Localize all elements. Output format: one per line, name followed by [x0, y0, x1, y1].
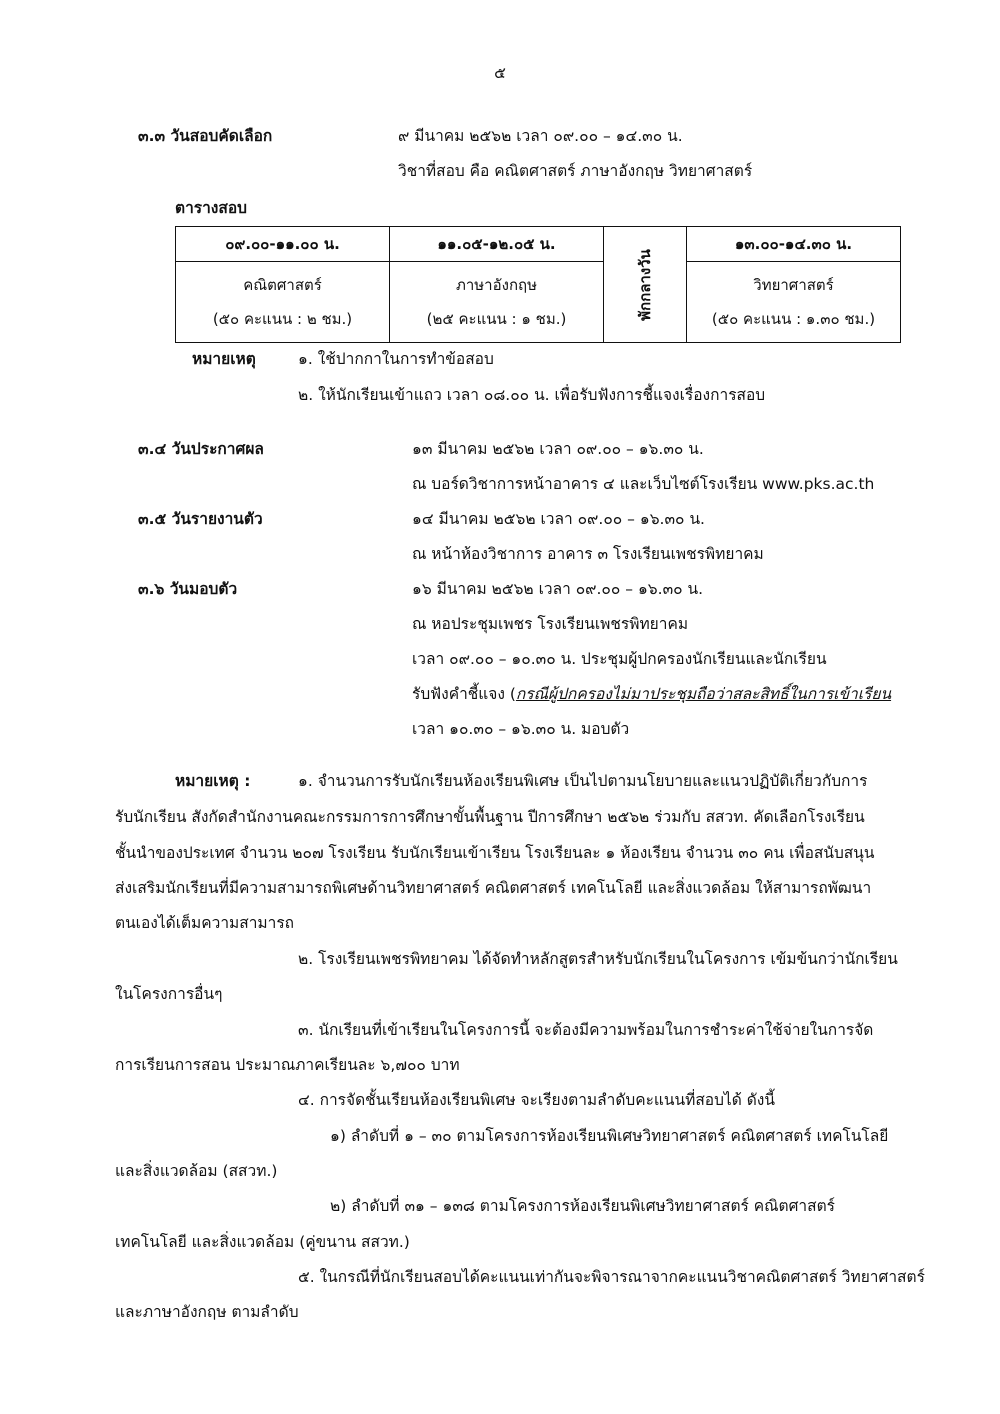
section-3-6-line: ๑๖ มีนาคม ๒๕๖๒ เวลา ๐๙.๐๐ – ๑๖.๓๐ น.: [412, 580, 704, 598]
section-3-5-heading: ๓.๕ วันรายงานตัว: [138, 510, 263, 528]
section-3-3-line: ๙ มีนาคม ๒๕๖๒ เวลา ๐๙.๐๐ – ๑๔.๓๐ น.: [398, 127, 683, 145]
lunch-break-label: พักกลางวัน: [635, 248, 654, 321]
schedule-note-label: หมายเหตุ: [192, 350, 256, 368]
remarks-line: ๕. ในกรณีที่นักเรียนสอบได้คะแนนเท่ากันจะพิจารณาจากคะแนนวิชาคณิตศาสตร์ วิทยาศาสตร์: [298, 1268, 925, 1286]
remarks-line: และภาษาอังกฤษ ตามลำดับ: [115, 1303, 299, 1321]
section-3-4-line: ๑๓ มีนาคม ๒๕๖๒ เวลา ๐๙.๐๐ – ๑๖.๓๐ น.: [412, 440, 704, 458]
remarks-line: ตนเองได้เต็มความสามารถ: [115, 914, 295, 932]
section-3-6-line: เวลา ๐๙.๐๐ – ๑๐.๓๐ น. ประชุมผู้ปกครองนักเรียนและนักเรียน: [412, 650, 827, 668]
subject-name: คณิตศาสตร์: [243, 276, 322, 294]
table-header-cell: ๐๙.๐๐-๑๑.๐๐ น.: [176, 227, 390, 262]
remarks-line: เทคโนโลยี และสิ่งแวดล้อม (คู่ขนาน สสวท.): [115, 1233, 410, 1251]
remarks-line: ๒) ลำดับที่ ๓๑ – ๑๓๘ ตามโครงการห้องเรียนพิเศษวิทยาศาสตร์ คณิตศาสตร์: [330, 1197, 835, 1215]
remarks-line: ๔. การจัดชั้นเรียนห้องเรียนพิเศษ จะเรียงตามลำดับคะแนนที่สอบได้ ดังนี้: [298, 1091, 775, 1109]
section-3-4-heading: ๓.๔ วันประกาศผล: [138, 440, 264, 458]
table-header-cell: ๑๑.๐๕-๑๒.๐๕ น.: [390, 227, 604, 262]
remarks-line: ๑. จำนวนการรับนักเรียนห้องเรียนพิเศษ เป็นไปตามนโยบายและแนวปฏิบัติเกี่ยวกับการ: [298, 772, 868, 790]
section-3-3-heading: ๓.๓ วันสอบคัดเลือก: [138, 127, 273, 145]
remarks-line: และสิ่งแวดล้อม (สสวท.): [115, 1162, 278, 1180]
subject-name: วิทยาศาสตร์: [753, 276, 834, 294]
subject-cell: [390, 262, 604, 343]
lunch-break-cell: [604, 227, 687, 343]
section-3-6-line4-prefix: รับฟังคำชี้แจง (: [412, 685, 516, 703]
schedule-note: ๑. ใช้ปากกาในการทำข้อสอบ: [298, 350, 494, 368]
page-number: ๕: [494, 64, 506, 82]
section-3-6-warning: กรณีผู้ปกครองไม่มาประชุมถือว่าสละสิทธิ์ในการเข้าเรียน: [515, 685, 892, 703]
section-3-4-line: ณ บอร์ดวิชาการหน้าอาคาร ๔ และเว็บไซต์โรงเรียน www.pks.ac.th: [412, 475, 875, 493]
table-row: [176, 262, 901, 343]
remarks-line: ชั้นนำของประเทศ จำนวน ๒๐๗ โรงเรียน รับนักเรียนเข้าเรียน โรงเรียนละ ๑ ห้องเรียน จำนวน ๓๐ คน เพื่อสนับสนุน: [115, 844, 875, 862]
section-3-6-line: ณ หอประชุมเพชร โรงเรียนเพชรพิทยาคม: [412, 615, 689, 633]
subject-detail: (๕๐ คะแนน : ๒ ชม.): [212, 310, 353, 328]
exam-schedule-table: [175, 226, 901, 343]
section-3-6-line: เวลา ๑๐.๓๐ – ๑๖.๓๐ น. มอบตัว: [412, 720, 630, 738]
remarks-line: ๒. โรงเรียนเพชรพิทยาคม ได้จัดทำหลักสูตรสำหรับนักเรียนในโครงการ เข้มข้นกว่านักเรียน: [298, 950, 898, 968]
section-3-3-line: วิชาที่สอบ คือ คณิตศาสตร์ ภาษาอังกฤษ วิทยาศาสตร์: [398, 162, 753, 180]
subject-detail: (๒๕ คะแนน : ๑ ชม.): [426, 310, 567, 328]
subject-cell: [176, 262, 390, 343]
subject-cell: [687, 262, 901, 343]
section-3-6-line: [412, 683, 891, 705]
subject-name: ภาษาอังกฤษ: [455, 276, 537, 294]
section-3-5-line: ณ หน้าห้องวิชาการ อาคาร ๓ โรงเรียนเพชรพิทยาคม: [412, 545, 764, 563]
remarks-line: ๑) ลำดับที่ ๑ – ๓๐ ตามโครงการห้องเรียนพิเศษวิทยาศาสตร์ คณิตศาสตร์ เทคโนโลยี: [330, 1127, 889, 1145]
subject-detail: (๕๐ คะแนน : ๑.๓๐ ชม.): [711, 310, 876, 328]
remarks-line: ส่งเสริมนักเรียนที่มีความสามารถพิเศษด้านวิทยาศาสตร์ คณิตศาสตร์ เทคโนโลยี และสิ่งแวดล้อม ให้สามารถพัฒนา: [115, 879, 872, 897]
section-3-6-heading: ๓.๖ วันมอบตัว: [138, 580, 238, 598]
remarks-line: ๓. นักเรียนที่เข้าเรียนในโครงการนี้ จะต้องมีความพร้อมในการชำระค่าใช้จ่ายในการจัด: [298, 1021, 874, 1039]
schedule-note: ๒. ให้นักเรียนเข้าแถว เวลา ๐๘.๐๐ น. เพื่อรับฟังการชี้แจงเรื่องการสอบ: [298, 386, 766, 404]
schedule-title: ตารางสอบ: [175, 199, 247, 217]
remarks-line: รับนักเรียน สังกัดสำนักงานคณะกรรมการการศึกษาขั้นพื้นฐาน ปีการศึกษา ๒๕๖๒ ร่วมกับ สสวท. คัดเลือกโรงเรียน: [115, 808, 865, 826]
section-3-5-line: ๑๔ มีนาคม ๒๕๖๒ เวลา ๐๙.๐๐ – ๑๖.๓๐ น.: [412, 510, 705, 528]
table-header-row: [176, 227, 901, 262]
remarks-line: ในโครงการอื่นๆ: [115, 985, 223, 1003]
table-header-cell: ๑๓.๐๐-๑๔.๓๐ น.: [687, 227, 901, 262]
remarks-label: หมายเหตุ :: [175, 772, 251, 790]
remarks-line: การเรียนการสอน ประมาณภาคเรียนละ ๖,๗๐๐ บาท: [115, 1056, 460, 1074]
